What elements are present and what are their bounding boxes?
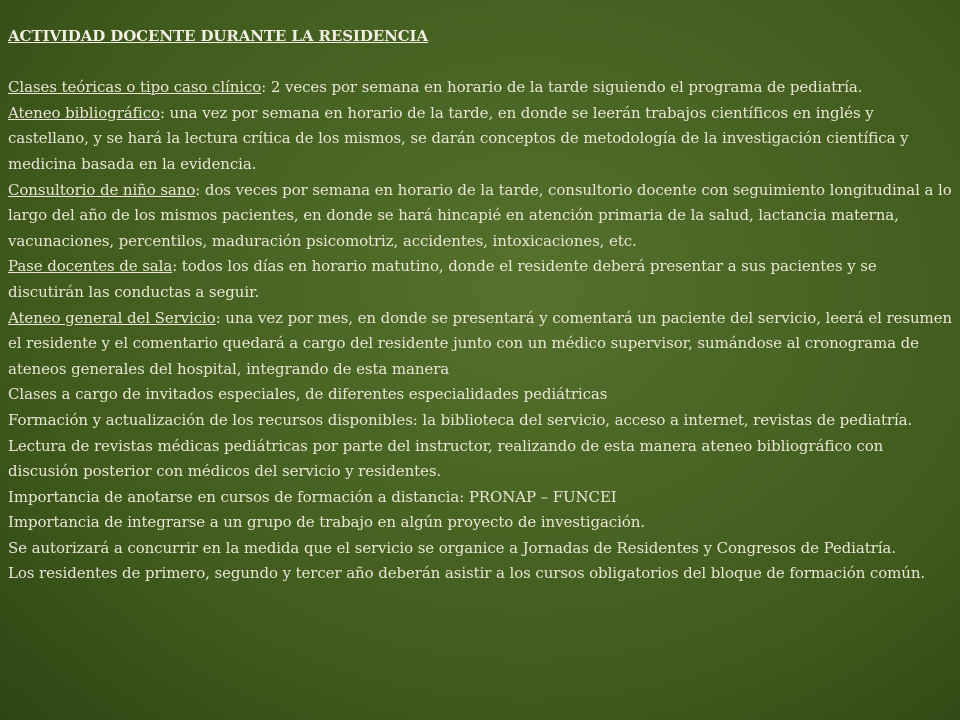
paragraph-ateneo-bibliografico: [8, 101, 952, 178]
paragraph-label: Clases teóricas o tipo caso clínico: [8, 78, 262, 97]
paragraph-jornadas-congresos: Se autorizará a concurrir en la medida que el servicio se organice a Jornadas de Residentes y Congresos de Pediatría.: [8, 538, 896, 557]
paragraph-text: : una vez por semana en horario de la tarde, en donde se leerán trabajos científicos en inglés y castellano, y se hará la lectura crítica de los mismos, se darán conceptos de metodología de la investigación científica y medicina basada en la evidencia.: [8, 103, 909, 173]
paragraph-pase-docentes: [8, 254, 952, 305]
paragraph-consultorio-nino-sano: [8, 178, 952, 255]
paragraph-label: Ateneo bibliográfico: [8, 103, 160, 122]
paragraph-clases-teoricas: [8, 75, 952, 101]
paragraph-lectura-revistas: Lectura de revistas médicas pediátricas por parte del instructor, realizando de esta manera ateneo bibliográfico con discusión posterior con médicos del servicio y residentes.: [8, 436, 884, 481]
paragraph-proyecto-investigacion: Importancia de integrarse a un grupo de trabajo en algún proyecto de investigación.: [8, 513, 645, 532]
paragraph-label: Ateneo general del Servicio: [8, 308, 216, 327]
paragraph-text: : dos veces por semana en horario de la tarde, consultorio docente con seguimiento longitudinal a lo largo del año de los mismos pacientes, en donde se hará hincapié en atención primaria de la salud, lactancia materna, vacunaciones, percentilos, maduración psicomotriz, accidentes, intoxicaciones, etc.: [8, 180, 952, 250]
paragraph-label: Pase docentes de sala: [8, 257, 173, 276]
slide-body: [8, 24, 952, 587]
paragraph-clases-invitados: Clases a cargo de invitados especiales, de diferentes especialidades pediátricas: [8, 385, 608, 404]
spacer: [8, 50, 952, 76]
paragraph-formacion-actualizacion: Formación y actualización de los recursos disponibles: la biblioteca del servicio, acceso a internet, revistas de pediatría.: [8, 410, 913, 429]
paragraph-cursos-obligatorios: Los residentes de primero, segundo y tercer año deberán asistir a los cursos obligatorios del bloque de formación común.: [8, 564, 926, 583]
paragraph-label: Consultorio de niño sano: [8, 180, 196, 199]
paragraph-cursos-distancia: Importancia de anotarse en cursos de formación a distancia: PRONAP – FUNCEI: [8, 487, 617, 506]
paragraph-text: : 2 veces por semana en horario de la tarde siguiendo el programa de pediatría.: [261, 78, 863, 97]
paragraph-ateneo-general: [8, 306, 952, 383]
paragraph-text: : una vez por mes, en donde se presentará y comentará un paciente del servicio, leerá el resumen el residente y el comentario quedará a cargo del residente junto con un médico supervisor, sumándose al cronograma de ateneos generales del hospital, integrando de esta manera: [8, 308, 952, 378]
paragraph-text: : todos los días en horario matutino, donde el residente deberá presentar a sus pacientes y se discutirán las conductas a seguir.: [8, 257, 877, 301]
slide-title: ACTIVIDAD DOCENTE DURANTE LA RESIDENCIA: [8, 27, 428, 45]
